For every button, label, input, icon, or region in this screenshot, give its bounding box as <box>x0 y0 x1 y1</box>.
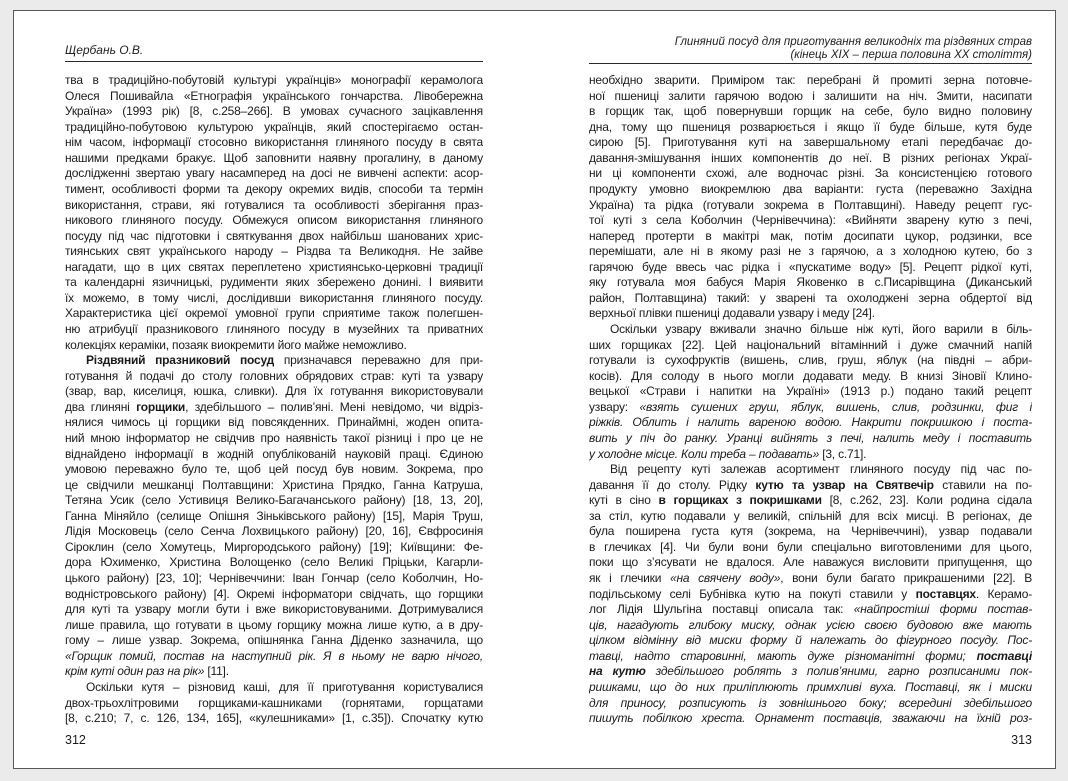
page-number-left: 312 <box>65 733 86 747</box>
bold-text: поставцях <box>915 586 976 601</box>
body-text: Сіроклин (село Хомутець, Миргородського району) [19]; Київщини: Фе- <box>65 539 483 554</box>
text-line <box>589 540 1032 556</box>
text-line <box>65 555 483 571</box>
body-text: дна, тому що пшениця розварюється і якщо її буде більше, кутя буде <box>589 119 1032 134</box>
text-line <box>65 89 483 105</box>
italic-text: «найпростіші форми постав- <box>853 602 1032 617</box>
italic-text: у холодне місце. Коли треба – подавать» <box>589 446 820 461</box>
body-text: Від рецепту куті залежав асортимент глиняного посуду під час по- <box>610 462 1032 477</box>
body-text: лог Лідія Шульгіна поставці описала так: <box>589 602 854 617</box>
body-text: Україна) та рідка (готували зокрема в Полтавщині). Наведу рецепт гус- <box>589 197 1032 212</box>
body-text: . Керамо- <box>975 586 1032 601</box>
text-line <box>65 260 483 276</box>
body-text: узвару: <box>589 399 640 414</box>
body-text: водністровського району) [4]. Окремі інформатори свідчать, що горщики <box>65 586 483 601</box>
text-line <box>65 462 483 478</box>
text-line <box>589 447 1032 463</box>
body-text: віднайдено інформації в жодній опублікованій науковій праці. Єдиною <box>65 446 483 461</box>
body-text: район, Полтавщина) такий: у зварені та охолоджені зерна обдертої від <box>589 290 1032 305</box>
paragraph <box>589 73 1032 322</box>
body-text: нялися чимось ці горщики від повсякденних. Принаймні, жоден опита- <box>65 415 483 430</box>
text-line <box>589 602 1032 618</box>
body-text: гому – лише узвар. Зокрема, опішнянка Ганна Діденко зазначила, що <box>65 633 483 648</box>
body-text: никового глиняного посуду. Обмежуся описом використання глиняного <box>65 213 483 228</box>
text-line <box>65 478 483 494</box>
text-line <box>589 431 1032 447</box>
text-line <box>65 711 483 727</box>
text-line <box>589 353 1032 369</box>
running-head-author-text: Щербань О.В. <box>65 43 144 57</box>
body-text: ших горщиках [22]. Цей національний вітамінний і дуже смачний напій <box>589 337 1032 352</box>
bold-text: горщики <box>136 399 186 414</box>
body-text: Олеся Пошивайла «Етнографія українського гончарства. Лівобережна <box>65 88 483 103</box>
text-line <box>589 633 1032 649</box>
text-line <box>65 493 483 509</box>
body-text: ної пшениці залити гарячою водою і залишити на ніч. Змити, насипати <box>589 88 1032 103</box>
body-text: посуду під час підготовки і святкування двох найбільш шанованих хрис- <box>65 228 483 243</box>
running-head-author <box>65 44 483 62</box>
body-text: вецької «Страви і напитки на Україні» (1913 р.) подано такий рецепт <box>589 384 1032 399</box>
text-line <box>65 696 483 712</box>
text-line <box>65 229 483 245</box>
text-line <box>65 540 483 556</box>
body-text: ставили на по- <box>933 477 1032 492</box>
bold-text: кутю та узвар на Святвечір <box>755 477 934 492</box>
paragraph <box>589 322 1032 462</box>
text-line <box>589 509 1032 525</box>
text-line <box>65 213 483 229</box>
text-line <box>65 384 483 400</box>
text-line <box>65 104 483 120</box>
text-line <box>589 680 1032 696</box>
italic-text: для приносу, розписують із зовнішнього боку; всередині здебільшого <box>589 695 1032 710</box>
body-text: два глиняні <box>65 399 137 414</box>
body-text: цького району) [23, 10]; Чернівеччини: Іван Гончар (село Коболчин, Но- <box>65 571 483 585</box>
text-line <box>65 524 483 540</box>
italic-text: пишуть побілкою хреста. Орнамент поставців, зважаючи на їхній роз- <box>589 711 1032 726</box>
text-line <box>589 73 1032 89</box>
text-line <box>65 664 483 680</box>
text-line <box>65 509 483 525</box>
text-line <box>589 291 1032 307</box>
body-text: ний мною інформатор не свідчив про наявність такої різниці і про це не <box>65 430 483 445</box>
page-number-right: 313 <box>1011 733 1032 747</box>
body-text: Оскільки кутя – різновид каші, для її приготування користувалися <box>86 679 483 694</box>
text-line <box>589 649 1032 665</box>
body-text: ню атрибуції празникового глиняного посуду в музейних та приватних <box>65 322 483 336</box>
text-line <box>589 493 1032 509</box>
body-text: , здебільшого – полив’яні. Мені невідомо, чи відріз- <box>185 399 483 414</box>
body-text: за стіл, кутю подавали у великій, спільній для всіх мисці. В регіонах, де <box>589 508 1032 523</box>
text-line <box>589 229 1032 245</box>
body-text: гарячою буде ввесь час рідка і «пускатиме воду» [5]. Рецепт рідкої куті, <box>589 259 1032 274</box>
body-text: та календарні язичницькі, рудименти яких збережено донині. І виявити <box>65 275 483 290</box>
text-line <box>65 431 483 447</box>
body-text: [3, с.71]. <box>819 446 867 461</box>
text-line <box>65 322 483 338</box>
text-line <box>65 73 483 89</box>
body-text: в горщик так, щоб повернувши горщик на себе, було видно половину <box>589 104 1032 119</box>
body-text: як і глечики <box>589 571 670 585</box>
text-line <box>589 166 1032 182</box>
text-line <box>65 338 483 354</box>
body-text: Тетяна Усик (село Устивиця Велико-Багачанського району) [18, 13, 20], <box>65 493 483 508</box>
text-line <box>589 338 1032 354</box>
text-line <box>65 400 483 416</box>
running-head-title-line1: Глиняний посуд для приготування великодніх та різдвяних страв <box>674 36 1032 48</box>
body-text: в глечиках [4]. Чи були вони були спеціально виготовленими для цього, <box>589 539 1032 554</box>
text-line <box>589 213 1032 229</box>
text-line <box>65 353 483 369</box>
italic-text: здебільшого роблять з полив’яними, гарно розписаними пок- <box>645 664 1032 679</box>
body-text: використання, страви, які готувалися та особливості зберігання праз- <box>65 197 483 212</box>
text-line <box>65 571 483 587</box>
body-text: перемішати, але ні в якому разі не з гарячою, а з холодною кутею, бо з <box>589 244 1032 259</box>
text-line <box>65 306 483 322</box>
body-text: [8, с.210; 7, с. 126, 134, 165], «кулешниками» [1, с.35]). Спочатку кутю <box>65 711 483 726</box>
italic-text: вить у піч до ранку. Уранці вийнять з печі, налить меду і поставить <box>589 430 1032 445</box>
body-text: тва в традиційно-побутовій культурі українців» монографії керамолога <box>65 73 483 87</box>
body-text: була поширена густа кутя (зокрема, на Чернівеччині), узвар подавали <box>589 524 1032 539</box>
paragraph <box>589 462 1032 727</box>
text-line <box>65 633 483 649</box>
italic-text: ришками, що до них приліплюють примхливі вуха. Поставці, як і миски <box>589 679 1032 694</box>
body-text: дослідженні звертаю увагу насамперед на досі не вивчені аспекти: асор- <box>65 166 483 181</box>
body-text: традиційно-побутовою культурою українців, який спостерігаємо остан- <box>65 119 483 134</box>
text-line <box>589 711 1032 727</box>
page-body-left <box>65 73 483 727</box>
text-line <box>589 555 1032 571</box>
text-line <box>589 104 1032 120</box>
italic-text: «Горщик помий, постав на наступний рік. Я в ньому не варю нічого, <box>65 648 483 663</box>
text-line <box>65 151 483 167</box>
text-line <box>589 415 1032 431</box>
text-line <box>65 135 483 151</box>
body-text: необхідно зварити. Приміром так: перебрані й промиті зерна потовче- <box>589 73 1032 87</box>
text-line <box>589 275 1032 291</box>
body-text: Ганна Міняйло (селище Опішня Зіньківського району) [15], Марія Труш, <box>65 508 483 523</box>
text-line <box>589 135 1032 151</box>
body-text: наперед протерти в макітрі мак, потім досипати цукор, родзинки, все <box>589 228 1032 243</box>
body-text: готування й подачі до столу головних обрядових страв: куті та узвару <box>65 368 483 383</box>
text-line <box>65 369 483 385</box>
text-line <box>65 166 483 182</box>
body-text: поки що з’ясувати не вдалося. Але наважуся висловити припущення, що <box>589 555 1032 570</box>
body-text: їх можемо, в тому числі, дослідивши використання глиняного посуду. <box>65 290 483 305</box>
body-text: тої куті з села Коболчин (Чернівеччина): «Вийняти зварену кутю з печі, <box>589 213 1032 228</box>
text-line <box>589 244 1032 260</box>
body-text: колекціях кераміки, позаяк виокремити його майже неможливо. <box>65 337 407 352</box>
bold-italic-text: на кутю <box>589 664 646 679</box>
italic-text: «взять сушених груш, яблук, вишень, слив, родзинки, фиг і <box>639 399 1032 414</box>
body-text: дора Юхименко, Христина Волощенко (село Великі Пріцьки, Кагарли- <box>65 555 483 570</box>
bold-text: в горщиках з покришками <box>658 493 822 508</box>
body-text: продукту умовно виокремлюю два варіанти: густа (переважно Західна <box>589 181 1032 196</box>
body-text: Україна» (1993 рік) [8, с.258–266]. В умовах сучасного зацікавлення <box>65 104 483 119</box>
body-text: ни ці компоненти схожі, але водночас різні. За консистенцією готового <box>589 166 1032 181</box>
body-text: тимент, особливості форми та декору окремих видів, способи та термін <box>65 181 483 196</box>
text-line <box>65 587 483 603</box>
text-line <box>589 664 1032 680</box>
text-line <box>65 182 483 198</box>
italic-text: тавці, надто старовинні, мають дуже різноманітні форми; <box>589 648 977 663</box>
running-head-title-line2: (кінець XIX – перша половина XX століття) <box>790 48 1032 61</box>
body-text: куті в сіно <box>589 493 659 508</box>
body-text: (звар, вар, киселиця, юшка, сливки). Для їх готування використовували <box>65 384 483 399</box>
body-text: [11]. <box>204 664 229 679</box>
text-line <box>65 275 483 291</box>
text-line <box>589 120 1032 136</box>
text-line <box>589 384 1032 400</box>
text-line <box>65 291 483 307</box>
italic-text: ріжків. Облить і налить вареною водою. Накрити покришкою і поста- <box>589 415 1032 430</box>
body-text: нагадати, що в цих святах переплетено християнсько-церковні традиції <box>65 259 483 274</box>
text-line <box>589 618 1032 634</box>
body-text: Характеристика цієї окремої умовної групи сприятиме також полегшен- <box>65 306 483 321</box>
text-line <box>589 462 1032 478</box>
body-text: верхньої плівки пшениці додавали узвару і меду [24]. <box>589 306 875 321</box>
body-text: призначався переважно для при- <box>274 353 483 368</box>
text-line <box>65 680 483 696</box>
text-line <box>65 602 483 618</box>
text-line <box>589 322 1032 338</box>
text-line <box>65 618 483 634</box>
text-line <box>589 587 1032 603</box>
body-text: Лідія Московець (село Сенча Лохвицького району) [20, 16], Євфросинія <box>65 524 483 539</box>
text-line <box>589 571 1032 587</box>
running-head-title <box>589 36 1032 64</box>
text-line <box>589 198 1032 214</box>
body-text: давання-змішування інших компонентів до неї. В різних регіонах Украї- <box>589 150 1032 165</box>
body-text: сирою [5]. Приготування куті на завершальному етапі передбачає до- <box>589 135 1032 150</box>
paragraph <box>65 680 483 727</box>
text-line <box>589 369 1032 385</box>
text-line <box>65 120 483 136</box>
text-line <box>589 524 1032 540</box>
body-text: яку готувала моя бабуся Марія Яковенко в с.Писарівщина (Диканський <box>589 275 1032 290</box>
italic-text: цілком відмінну від миски форму й належать до фігурного посуду. Пос- <box>589 633 1032 648</box>
text-line <box>589 260 1032 276</box>
text-line <box>589 151 1032 167</box>
body-text: , вони були багато прикрашеними [22]. В <box>780 571 1032 585</box>
text-line <box>589 306 1032 322</box>
text-line <box>65 649 483 665</box>
body-text: подільському селі Бубнівка кутю на покуті ставили у <box>589 586 916 601</box>
text-line <box>589 478 1032 494</box>
text-line <box>65 447 483 463</box>
body-text: тиянських свят українського народу – Різдва та Великодня. Не зайве <box>65 244 483 259</box>
text-line <box>65 415 483 431</box>
body-text: Оскільки узвару вживали значно більше ніж куті, його варили в біль- <box>610 322 1032 336</box>
body-text: лише правила, що готувати в цьому горщику можна лише кутю, а в дру- <box>65 617 483 632</box>
italic-text: ців, нагадують глибоку миску, однак усією своєю будовою вже мають <box>589 617 1032 632</box>
body-text: нашими предками бракує. Щоб заповнити наявну прогалину, в даному <box>65 150 483 165</box>
italic-text: крім куті один раз на рік» <box>65 664 205 679</box>
body-text: готували із сухофруктів (вишень, слив, груш, яблук (на півдні – абри- <box>589 353 1032 368</box>
page-spread-frame <box>13 10 1056 769</box>
body-text: умовою переважно було те, щоб цей посуд був новим. Зокрема, про <box>65 462 483 477</box>
body-text: [8, с.262, 23]. Коли родина сідала <box>821 493 1032 508</box>
body-text: це свідчили мешканці Полтавщини: Христина Прядко, Ганна Катруша, <box>65 477 483 492</box>
text-line <box>589 400 1032 416</box>
text-line <box>65 198 483 214</box>
body-text: косів). Для солоду в нього могли додавати меду. В книзі Зіновії Клино- <box>589 368 1032 383</box>
italic-text: «на свячену воду» <box>669 571 781 585</box>
body-text: для куті та узвару могли бути і вже використовуваними. Дотримувалися <box>65 602 483 617</box>
text-line <box>589 89 1032 105</box>
text-line <box>589 182 1032 198</box>
text-line <box>589 696 1032 712</box>
body-text: давання її до столу. Рідку <box>589 477 756 492</box>
bold-italic-text: поставці <box>976 648 1032 663</box>
paragraph <box>65 73 483 353</box>
text-line <box>65 244 483 260</box>
bold-text: Різдвяний празниковий посуд <box>86 353 275 368</box>
page-body-right <box>589 73 1032 727</box>
body-text: нім часом, інформації стосовно використання глиняного посуду в свята <box>65 135 483 150</box>
body-text: двох-трьохлітровими горщиками-кашниками (горнятами, горщатами <box>65 695 483 710</box>
paragraph <box>65 353 483 680</box>
